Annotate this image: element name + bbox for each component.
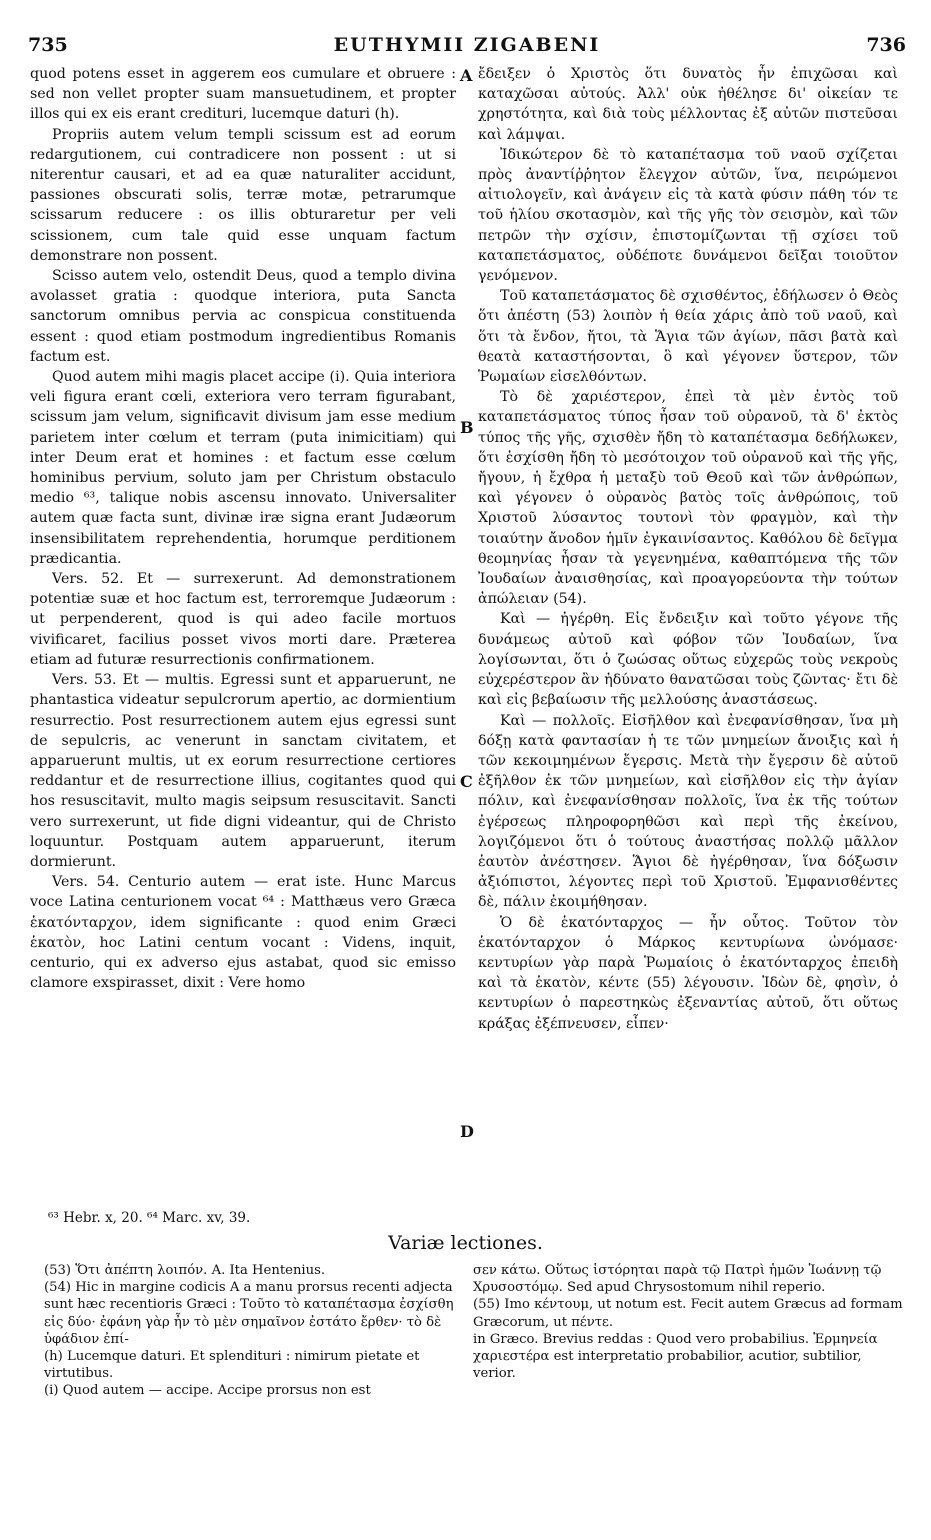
- variant-note: (i) Quod autem — accipe. Accipe prorsus non est: [44, 1383, 371, 1399]
- variae-right-column: [473, 1262, 905, 1382]
- variae-lectiones-title: Variæ lectiones.: [388, 1232, 543, 1254]
- variant-note: σεν κάτω. Οὕτως ἱστόρηται παρὰ τῷ Πατρὶ ἡμῶν Ἰωάννῃ τῷ Χρυσοστόμῳ. Sed apud Chrysostomum nihil reperio.: [473, 1263, 882, 1296]
- variant-note: (53) Ὅτι ἀπέπτη λοιπόν. A. Ita Hentenius.: [44, 1263, 326, 1278]
- latin-paragraph: Quod autem mihi magis placet accipe (i). Quia interiora veli figura erant cœli, exteriora vero terram figurabant, scissum jam velum, significavit divisum jam esse medium parietem inter cœlum et terram (puta inimicitiam) qui inter Deum erat et homines : et factum esse cœlum hominibus pervium, soluto jam per Christum obstaculo medio ⁶³, talique nobis ascensu innovato. Universaliter autem quæ facta sunt, divinæ iræ signa erant Judæorum insensibilitatem reprehendentia, horumque perditionem prædicantia.: [30, 369, 456, 567]
- latin-column: [30, 64, 456, 993]
- margin-letter-d: D: [460, 1122, 474, 1141]
- margin-letter-b: B: [460, 418, 474, 437]
- variant-note: (54) Hic in margine codicis A a manu prorsus recenti adjecta sunt hæc recentioris Græci : Τοῦτο τὸ καταπέτασμα ἐσχίσθη εἰς δύο· ἐφάνη γὰρ ἦν τὸ μὲν σημαῖνον ἐστάτο ἔρθεν· τὸ δὲ ὑφάδιον ἐπί-: [44, 1280, 454, 1347]
- running-header: [28, 34, 906, 60]
- greek-paragraph: ἔδειξεν ὁ Χριστὸς ὅτι δυνατὸς ἦν ἐπιχῶσαι καὶ καταχῶσαι αὐτούς. Ἀλλ' οὐκ ἠθέλησε δι' οἰκείαν τε χρηστότητα, καὶ διὰ τοὺς μέλλοντας ἐξ αὐτῶν πιστεῦσαι καὶ λάμψαι.: [478, 66, 898, 143]
- variant-note: (h) Lucemque daturi. Et splendituri : nimirum pietate et virtutibus.: [44, 1349, 420, 1382]
- latin-paragraph: Propriis autem velum templi scissum est ad eorum redargutionem, cui contradicere non possent : ut si niterentur causari, et ad ea quæ naturaliter accidunt, passiones obscurati solis, terræ motæ, petrarumque scissarum reducere : os illis obturaretur per veli scissionem, cum tale quid esse unquam factum demonstrare non possent.: [30, 126, 456, 264]
- greek-paragraph: Τὸ δὲ χαριέστερον, ἐπεὶ τὰ μὲν ἐντὸς τοῦ καταπετάσματος τύπος ἦσαν τοῦ οὐρανοῦ, τὰ δ' ἐκτὸς τύπος τῆς γῆς, σχισθὲν ἤδη τὸ καταπέτασμα δεδήλωκεν, ὅτι ἐσχίσθη ἤδη τὸ μεσότοιχον τοῦ οὐρανοῦ καὶ τῆς γῆς, ἤγουν, ἡ ἔχθρα ἡ μεταξὺ τοῦ Θεοῦ καὶ τῶν ἀνθρώπων, καὶ γέγονεν ὁ οὐρανὸς βατὸς τοῖς ἀνθρώποις, τοῦ Χριστοῦ λύσαντος τουτονὶ τὸν φραγμὸν, καὶ τὴν τοιαύτην ἄνοδον ἡμῖν ἐγκαινίσαντος. Καθόλου δὲ δεῖγμα θεομηνίας ἦσαν τὰ γεγενημένα, καθαπτόμενα τῆς τῶν Ἰουδαίων ἀναισθησίας, καὶ προαγορεύοντα τὴν τούτων ἀπώλειαν (54).: [478, 389, 898, 608]
- latin-paragraph: Vers. 52. Et — surrexerunt. Ad demonstrationem potentiæ suæ et hoc factum est, terroremque Judæorum : ut perpenderent, quod is qui adeo facile mortuos vivificaret, facilius posset vivos morti dare. Præterea etiam ad futuræ resurrectionis confirmationem.: [30, 571, 456, 668]
- page-number-left: 735: [28, 34, 68, 56]
- page-title: EUTHYMII ZIGABENI: [333, 34, 601, 56]
- greek-paragraph: Τοῦ καταπετάσματος δὲ σχισθέντος, ἐδήλωσεν ὁ Θεὸς ὅτι ἀπέστη (53) λοιπὸν ἡ θεία χάρις ἀπὸ τοῦ ναοῦ, καὶ ὅτι τὰ ἔνδον, ἤτοι, τὰ Ἅγια τῶν ἁγίων, πᾶσι βατὰ καὶ θεατὰ καταστήσονται, ὃ καὶ γέγονεν ὕστερον, τῶν Ῥωμαίων εἰσελθόντων.: [478, 288, 898, 386]
- latin-paragraph: Vers. 54. Centurio autem — erat iste. Hunc Marcus voce Latina centurionem vocat ⁶⁴ : Matthæus vero Græca ἑκατόνταρχον, idem significante : quod enim Græci ἑκατὸν, hoc Latini centum vocant : Videns, inquit, centurio, qui ex adverso ejus astabat, quod sic emisso clamore exspirasset, dixit : Vere homo: [30, 874, 456, 992]
- greek-paragraph: Καὶ — πολλοῖς. Εἰσῆλθον καὶ ἐνεφανίσθησαν, ἵνα μὴ δόξῃ κατὰ φαντασίαν ἡ τε τῶν μνημείων ἄνοιξις καὶ ἡ τῶν κεκοιμημένων ἔγερσις. Μετὰ τὴν ἔγερσιν δὲ αὐτοῦ ἐξῆλθον ἐκ τῶν μνημείων, καὶ εἰσῆλθον εἰς τὴν ἁγίαν πόλιν, καὶ ἐνεφανίσθησαν πολλοῖς, ἵνα ἐκ τῆς τούτων ἐγέρσεως πληροφορηθῶσι καὶ περὶ τῆς ἐκείνου, λογιζόμενοι ὅτι ὁ τούτους ἀναστήσας πολλῷ μᾶλλον ἑαυτὸν ἀνέστησεν. Ἅγιοι δὲ ἠγέρθησαν, ἵνα δόξωσιν ἀξιόπιστοι, λέγοντες περὶ τοῦ Χριστοῦ. Ἐμφανισθέντες δὲ, πάλιν ἐκοιμήθησαν.: [478, 712, 898, 911]
- variant-note: (55) Imo κέντουμ, ut notum est. Fecit autem Græcus ad formam Græcorum, ut πέντε.: [473, 1297, 903, 1330]
- margin-letter-c: C: [460, 772, 473, 791]
- greek-paragraph: Καὶ — ἠγέρθη. Εἰς ἔνδειξιν καὶ τοῦτο γέγονε τῆς δυνάμεως αὐτοῦ καὶ φόβον τῶν Ἰουδαίων, ἵνα λογίσωνται, ὅτι ὁ ζωώσας οὕτως εὐχερῶς τοὺς νεκροὺς εὐχερέστερον ἂν ἠδύνατο θανατῶσαι τοὺς ζῶντας· ἔτι δὲ καὶ εἰς βεβαίωσιν τῆς μελλούσης ἀναστάσεως.: [478, 611, 898, 709]
- footnote: ⁶³ Hebr. x, 20. ⁶⁴ Marc. xv, 39.: [48, 1210, 251, 1226]
- greek-paragraph: Ὁ δὲ ἑκατόνταρχος — ἦν οὗτος. Τοῦτον τὸν ἑκατόνταρχον ὁ Μάρκος κεντυρίωνα ὠνόμασε· κεντυρίων γὰρ παρὰ Ῥωμαίοις ὁ ἑκατόνταρχος ἐπειδὴ καὶ τὰ ἑκατὸν, κέντε (55) λέγουσιν. Ἰδὼν δὲ, φησὶν, ὁ κεντυρίων ὁ παρεστηκὼς ἐξεναντίας αὐτοῦ, ὅτι οὕτως κράξας ἐξέπνευσεν, εἶπεν·: [478, 914, 898, 1032]
- latin-paragraph: Scisso autem velo, ostendit Deus, quod a templo divina avolasset gratia : quodque interiora, puta Sancta sanctorum omnibus pervia ac conspicua constituenda essent : quod etiam postmodum ingredientibus Romanis factum est.: [30, 268, 456, 365]
- variae-left-column: [44, 1262, 456, 1400]
- latin-paragraph: Vers. 53. Et — multis. Egressi sunt et apparuerunt, ne phantastica videatur sepulcrorum apertio, ac dormientium resurrectio. Post resurrectionem autem ejus egressi sunt de sepulcris, ac venerunt in sanctam civitatem, et apparuerunt multis, ut ex eorum resurrectione certiores reddantur et de resurrectione illius, cogitantes quod qui hos resuscitavit, multo magis seipsum resuscitavit. Sancti vero surrexerunt, ut fide digni videantur, qui de Christo loquuntur. Postquam autem apparuerunt, iterum dormierunt.: [30, 672, 456, 870]
- greek-paragraph: Ἰδικώτερον δὲ τὸ καταπέτασμα τοῦ ναοῦ σχίζεται πρὸς ἀναντίῤῥητον ἔλεγχον αὐτῶν, ἵνα, πειρώμενοι αἰτιολογεῖν, καὶ ἀνάγειν εἰς τὰ κατὰ φύσιν πάθη τόν τε τοῦ ἡλίου σκοτασμὸν, καὶ τῆς γῆς τὸν σεισμὸν, καὶ τῶν πετρῶν τὴν σχίσιν, ἐπιστομίζωνται τῇ σχίσει τοῦ καταπετάσματος, οὐδέποτε δυνάμενοι δεῖξαι τοιοῦτον γενόμενον.: [478, 146, 898, 285]
- page-number-right: 736: [866, 34, 906, 56]
- variant-note: in Græco. Brevius reddas : Quod vero probabilius. Ἑρμηνεία χαριεστέρα est interpretatio probabilior, acutior, subtilior, verior.: [473, 1331, 878, 1382]
- latin-paragraph: quod potens esset in aggerem eos cumulare et obruere : sed non vellet propter suam mansuetudinem, et propter illos qui ex eis erant credituri, lucemque daturi (h).: [30, 66, 456, 123]
- margin-letter-a: A: [460, 66, 473, 85]
- greek-column: [478, 64, 898, 1034]
